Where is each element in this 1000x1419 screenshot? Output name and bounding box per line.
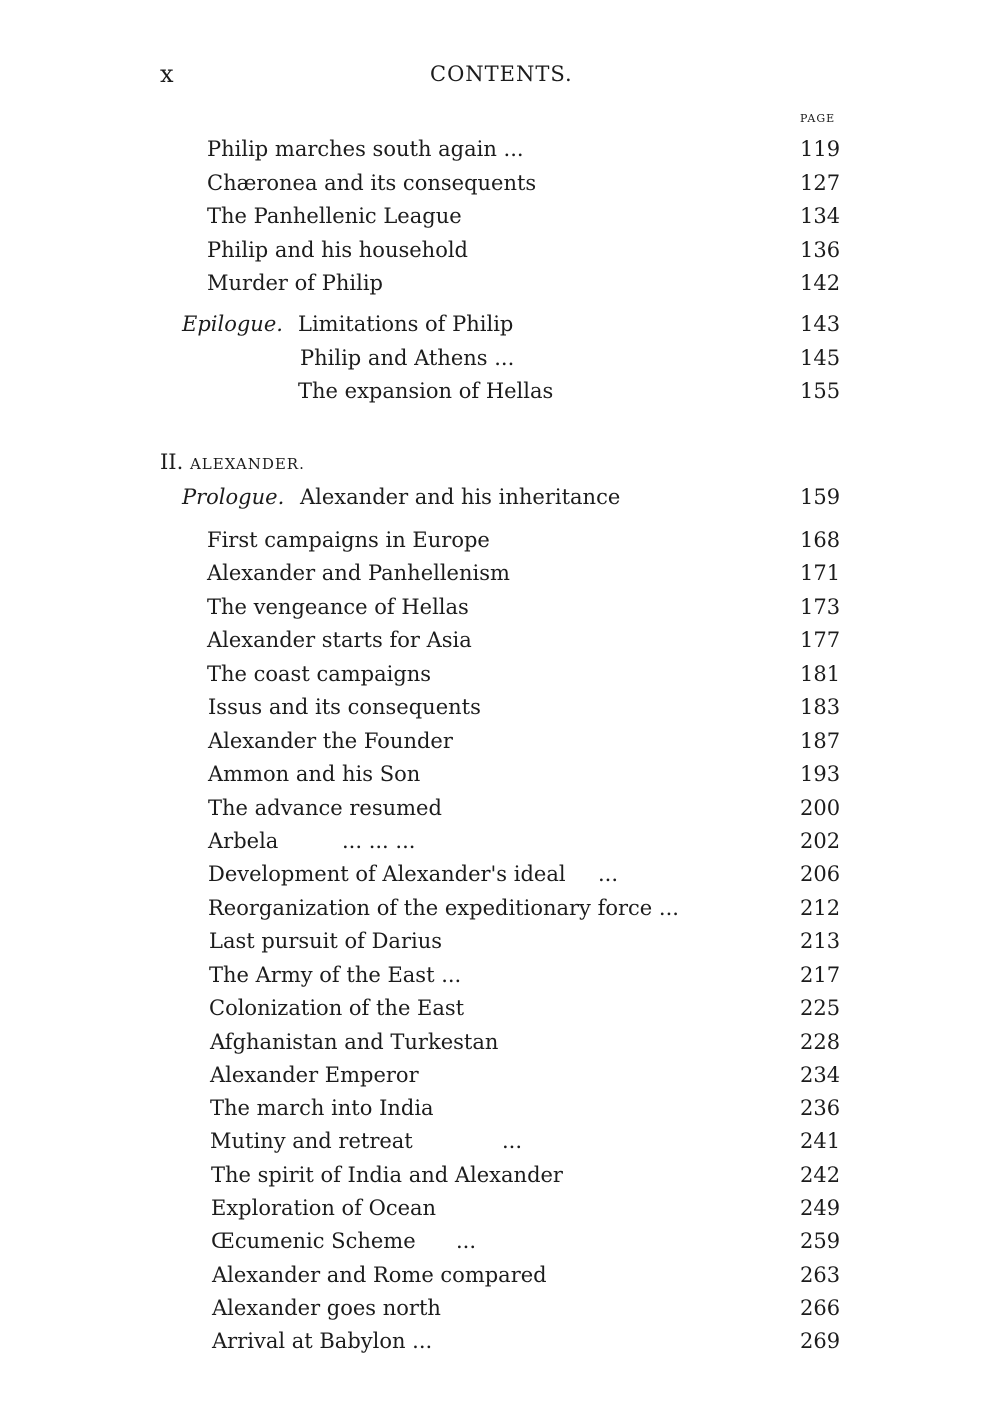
toc-entry	[0, 1096, 1000, 1130]
toc-entry-page: 134	[800, 204, 841, 228]
toc-entry	[0, 595, 1000, 629]
toc-entry-page: 143	[800, 312, 841, 336]
toc-entry-page: 217	[800, 963, 841, 987]
toc-entry-title: Limitations of Philip	[298, 312, 514, 336]
toc-entry-title: Alexander Emperor	[210, 1063, 419, 1087]
toc-entry-title: Arbela	[208, 829, 279, 853]
toc-entry-title: The advance resumed	[208, 796, 442, 820]
toc-entry-title: Arrival at Babylon ...	[212, 1329, 433, 1353]
toc-entry-title: Alexander and Panhellenism	[207, 561, 510, 585]
toc-entry-page: 212	[800, 896, 841, 920]
toc-entry-page: 181	[800, 662, 841, 686]
toc-entry-title: The spirit of India and Alexander	[211, 1163, 563, 1187]
toc-entry	[0, 1063, 1000, 1097]
toc-entry-page: 228	[800, 1030, 841, 1054]
toc-entry-title: Issus and its consequents	[208, 695, 481, 719]
toc-entry-page: 177	[800, 628, 841, 652]
toc-entry-title: Development of Alexander's ideal	[208, 862, 566, 886]
toc-entry-title: Ammon and his Son	[208, 762, 421, 786]
toc-entry	[0, 1329, 1000, 1363]
toc-entry-page: 225	[800, 996, 841, 1020]
toc-entry-title: The Panhellenic League	[207, 204, 462, 228]
toc-entry-page: 259	[800, 1229, 841, 1253]
toc-entry-page: 136	[800, 238, 841, 262]
toc-entry-title: Alexander the Founder	[208, 729, 453, 753]
toc-entry-page: 213	[800, 929, 841, 953]
toc-entry	[0, 312, 1000, 346]
toc-entry-page: 173	[800, 595, 841, 619]
toc-entry-title: Murder of Philip	[207, 271, 383, 295]
toc-entry-title: Philip marches south again ...	[207, 137, 524, 161]
toc-entry-title: Afghanistan and Turkestan	[210, 1030, 499, 1054]
toc-entry-page: 269	[800, 1329, 841, 1353]
toc-entry-title: First campaigns in Europe	[207, 528, 490, 552]
toc-entry	[0, 1263, 1000, 1297]
running-head: CONTENTS.	[430, 62, 573, 86]
toc-entry-page: 241	[800, 1129, 841, 1153]
toc-entry	[0, 662, 1000, 696]
toc-entry-page: 127	[800, 171, 841, 195]
toc-entry	[0, 485, 1000, 519]
toc-entry	[0, 1196, 1000, 1230]
toc-entry	[0, 862, 1000, 896]
toc-entry-page: 206	[800, 862, 841, 886]
toc-entry	[0, 996, 1000, 1030]
toc-entry-page: 187	[800, 729, 841, 753]
toc-entry-page: 159	[800, 485, 841, 509]
toc-entry	[0, 561, 1000, 595]
toc-entry	[0, 171, 1000, 205]
toc-entry-page: 236	[800, 1096, 841, 1120]
toc-entry	[0, 346, 1000, 380]
toc-entry	[0, 1129, 1000, 1163]
toc-entry	[0, 628, 1000, 662]
toc-entry-leader: ...	[598, 862, 619, 886]
toc-entry-page: 263	[800, 1263, 841, 1287]
toc-entry-leader: ...	[456, 1229, 477, 1253]
toc-entry-page: 193	[800, 762, 841, 786]
toc-entry-title: Mutiny and retreat	[210, 1129, 413, 1153]
toc-entry-page: 200	[800, 796, 841, 820]
toc-entry-page: 155	[800, 379, 841, 403]
part-title: ALEXANDER.	[189, 455, 305, 473]
part-heading	[160, 450, 305, 474]
toc-entry	[0, 137, 1000, 171]
toc-entry-page: 249	[800, 1196, 841, 1220]
toc-entry-page: 242	[800, 1163, 841, 1187]
toc-entry-title: Œcumenic Scheme	[211, 1229, 416, 1253]
toc-entry-title: Exploration of Ocean	[211, 1196, 437, 1220]
toc-entry-page: 266	[800, 1296, 841, 1320]
toc-entry	[0, 1163, 1000, 1197]
toc-entry-title: The vengeance of Hellas	[207, 595, 469, 619]
toc-entry-title: Philip and his household	[207, 238, 469, 262]
toc-entry-page: 145	[800, 346, 841, 370]
toc-entry-page: 183	[800, 695, 841, 719]
toc-entry-title: Last pursuit of Darius	[209, 929, 442, 953]
toc-entry-title: Chæronea and its consequents	[207, 171, 537, 195]
toc-entry	[0, 963, 1000, 997]
toc-entry-title: Alexander and his inheritance	[300, 485, 621, 509]
toc-entry-title: The coast campaigns	[207, 662, 432, 686]
toc-entry-title: Colonization of the East	[209, 996, 465, 1020]
prologue-label: Prologue.	[182, 485, 285, 509]
epilogue-label: Epilogue.	[182, 312, 283, 336]
part-numeral: II.	[160, 450, 184, 474]
folio-number: x	[160, 60, 174, 88]
toc-entry	[0, 829, 1000, 863]
toc-entry-title: Alexander goes north	[212, 1296, 441, 1320]
page-column-label: PAGE	[800, 112, 836, 125]
toc-entry	[0, 1296, 1000, 1330]
toc-entry	[0, 528, 1000, 562]
toc-entry-leader: ...	[502, 1129, 523, 1153]
toc-entry	[0, 695, 1000, 729]
toc-entry	[0, 796, 1000, 830]
toc-entry	[0, 896, 1000, 930]
toc-entry-page: 234	[800, 1063, 841, 1087]
toc-entry	[0, 929, 1000, 963]
toc-entry-title: Philip and Athens ...	[300, 346, 515, 370]
toc-entry	[0, 238, 1000, 272]
toc-entry-title: Alexander and Rome compared	[212, 1263, 547, 1287]
toc-entry-page: 119	[800, 137, 841, 161]
toc-entry-page: 171	[800, 561, 841, 585]
toc-entry	[0, 379, 1000, 413]
toc-entry-title: The expansion of Hellas	[298, 379, 554, 403]
toc-entry-page: 202	[800, 829, 841, 853]
toc-entry	[0, 729, 1000, 763]
toc-entry-title: The march into India	[210, 1096, 434, 1120]
toc-entry-page: 142	[800, 271, 841, 295]
toc-entry-title: The Army of the East ...	[209, 963, 462, 987]
toc-entry-title: Reorganization of the expeditionary force ...	[208, 896, 679, 920]
toc-entry	[0, 1030, 1000, 1064]
toc-entry-title: Alexander starts for Asia	[207, 628, 472, 652]
toc-entry-leader: ... ... ...	[342, 829, 416, 853]
toc-entry	[0, 204, 1000, 238]
toc-entry	[0, 271, 1000, 305]
toc-entry-page: 168	[800, 528, 841, 552]
toc-entry	[0, 762, 1000, 796]
toc-entry	[0, 1229, 1000, 1263]
